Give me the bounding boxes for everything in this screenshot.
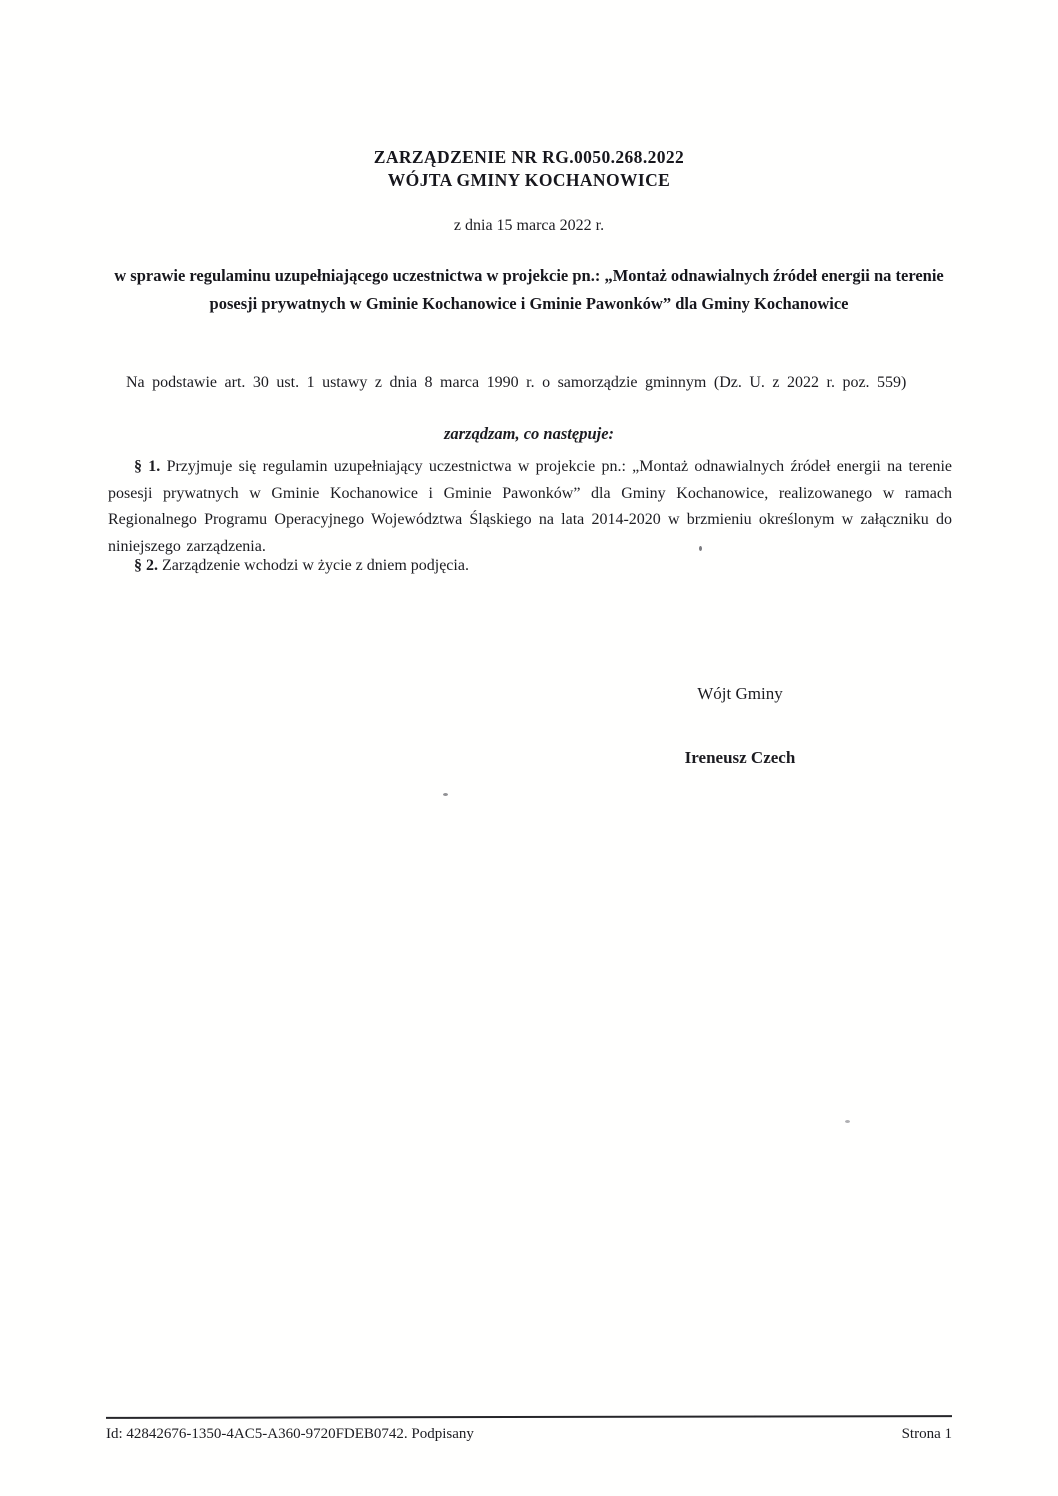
section-2-paragraph xyxy=(108,553,952,580)
section-1-paragraph xyxy=(108,454,952,560)
ordinance-date: z dnia 15 marca 2022 r. xyxy=(453,217,605,234)
ordinance-subject: w sprawie regulaminu uzupełniającego uczestnictwa w projekcie pn.: „Montaż odnawialnych źródeł energii na terenie posesji prywatnych w Gminie Kochanowice i Gminie Pawonków” dla Gminy Kochanowice xyxy=(114,266,944,313)
section-2-text: Zarządzenie wchodzi w życie z dniem podjęcia. xyxy=(162,557,469,574)
footer-document-id: Id: 42842676-1350-4AC5-A360-9720FDEB0742. Podpisany xyxy=(106,1426,474,1442)
footer-divider xyxy=(106,1415,952,1419)
footer-page-number: Strona 1 xyxy=(901,1426,952,1442)
scan-speck xyxy=(845,1120,850,1123)
section-1-text: Przyjmuje się regulamin uzupełniający uczestnictwa w projekcie pn.: „Montaż odnawialnych źródeł energii na terenie posesji prywatnych w Gminie Kochanowice i Gminie Pawonków” dla Gminy Kochanowice, realizowanego w ramach Regionalnego Programu Operacyjnego Województwa Śląskiego na lata 2014-2020 w brzmieniu określonym w załączniku do niniejszego zarządzenia. xyxy=(108,458,953,555)
ordinance-title-line1: ZARZĄDZENIE NR RG.0050.268.2022 xyxy=(373,147,685,167)
document-header xyxy=(0,146,1058,192)
scan-speck xyxy=(699,546,702,551)
ordain-clause: zarządzam, co następuje: xyxy=(443,424,615,443)
document-footer xyxy=(106,1426,952,1443)
section-1-number: § 1. xyxy=(134,458,161,475)
section-2-number: § 2. xyxy=(134,557,158,574)
signature-block xyxy=(610,684,870,768)
signature-name: Ireneusz Czech xyxy=(684,748,796,767)
signature-role: Wójt Gminy xyxy=(697,684,783,703)
scan-speck xyxy=(443,793,448,796)
legal-basis-paragraph: Na podstawie art. 30 ust. 1 ustawy z dnia 8 marca 1990 r. o samorządzie gminnym (Dz. U. z 2022 r. poz. 559) xyxy=(126,374,907,391)
ordinance-title-line2: WÓJTA GMINY KOCHANOWICE xyxy=(387,170,671,190)
